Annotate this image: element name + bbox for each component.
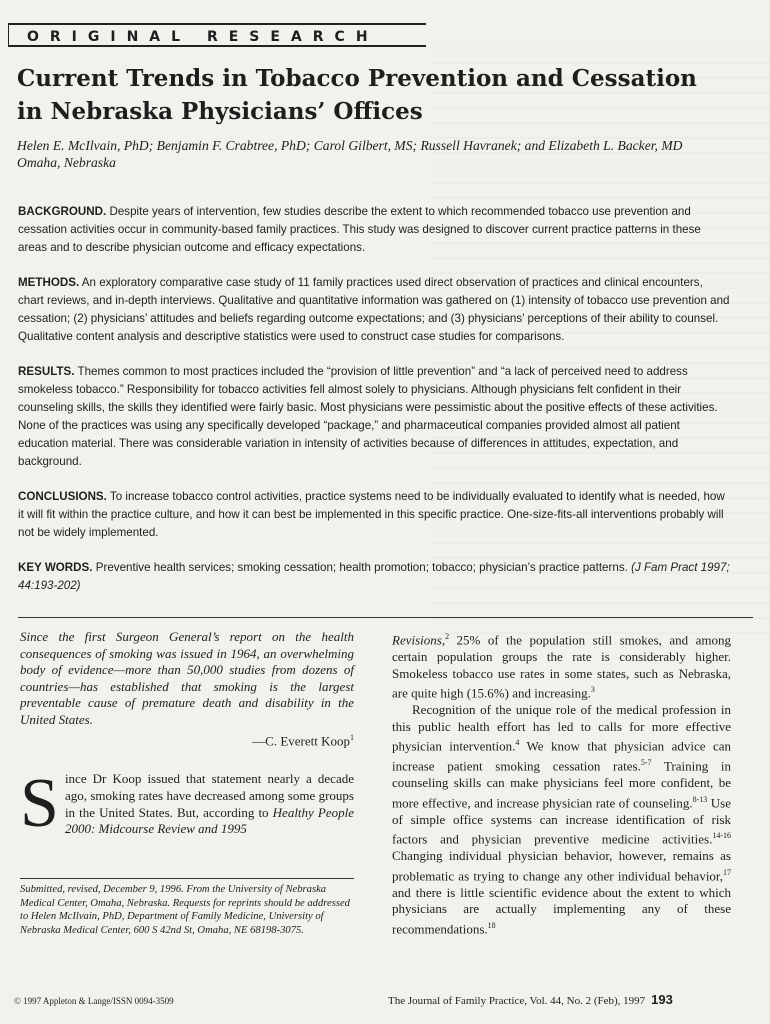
page-number: 193 <box>651 992 673 1007</box>
p2-ref6: 18 <box>487 920 496 930</box>
p2-e: Changing individual physician behavior, however, remains as problematic as trying to change any other individual behavior, <box>392 848 731 884</box>
right-paragraph-1 <box>392 629 731 702</box>
epigraph: Since the first Surgeon General’s report on the health consequences of smoking was issued in 1964, an overwhelming body of evidence—more than 50,000 studies from dozens of countries—has established that smoking is the largest preventable cause of premature death and disability in the United States. <box>20 629 354 727</box>
author-list: Helen E. McIlvain, PhD; Benjamin F. Crabtree, PhD; Carol Gilbert, MS; Russell Havranek; and Elizabeth L. Backer, MD <box>17 138 683 153</box>
conclusions-text: To increase tobacco control activities, practice systems need to be individually evaluated to identify what is needed, how it will fit within the practice culture, and how it can best be implemented in this specific practice. One-size-fits-all interventions probably will not be widely implemented. <box>18 490 725 539</box>
conclusions-label: CONCLUSIONS. <box>18 490 107 503</box>
p2-f: and there is little scientific evidence about the extent to which physicians are actually implementing any of these recommendations. <box>392 884 731 937</box>
p2-ref5: 17 <box>723 867 731 877</box>
p1-ref: 2 <box>445 632 450 641</box>
author-location: Omaha, Nebraska <box>17 155 116 170</box>
author-block <box>17 137 717 171</box>
keywords-label: KEY WORDS. <box>18 561 93 574</box>
p2-ref4: 14-16 <box>712 831 731 841</box>
abstract-keywords <box>18 559 730 595</box>
abstract-conclusions <box>18 488 730 542</box>
right-column <box>392 629 731 938</box>
background-label: BACKGROUND. <box>18 205 107 218</box>
citation: (J Fam Pract 1997; 44:193-202) <box>18 561 730 592</box>
intro-paragraph <box>20 765 354 843</box>
intro-text: ince Dr Koop issued that statement nearly a decade ago, smoking rates have decreased among some groups in the United States. But, according to <box>64 771 354 820</box>
p2-b: We know that physician advice can increase patient smoking cessation rates. <box>392 738 731 774</box>
results-text: Themes common to most practices included the “provision of little prevention” and “a lack of perceived need to address smokeless tobacco.” Responsibility for tobacco activities fell almost solely to physicians. Although physicians felt confident in their counseling skills, the skills they identified were fairly basic. Most physicians were pessimistic about the positive effects of these activities. None of the practices was using any specifically developed “package,” and pharmaceutical companies provided almost all patient education material. There was considerable variation in intensity of activities because of differences in attitudes, expectation, and background. <box>18 365 718 468</box>
keywords-text: Preventive health services; smoking cessation; health promotion; tobacco; physician’s practice patterns. <box>95 561 628 574</box>
left-column <box>20 629 354 843</box>
journal-citation: The Journal of Family Practice, Vol. 44, No. 2 (Feb), 1997 <box>388 995 646 1007</box>
background-text: Despite years of intervention, few studies describe the extent to which recommended tobacco use prevention and cessation activities occur in community-based family practices. This study was designed to discover current practice patterns in these areas and to describe physician outcome and efficacy expectations. <box>18 205 701 254</box>
p2-c: Training in counseling skills can make physicians feel more confident, be more effective, and increase physician rate of counseling. <box>392 758 732 810</box>
intro-italic: Healthy People 2000: Midcourse Review and 1995 <box>64 804 354 837</box>
copyright-footer: © 1997 Appleton & Lange/ISSN 0094-3509 <box>14 996 174 1006</box>
abstract-divider <box>18 617 753 618</box>
submission-note: Submitted, revised, December 9, 1996. From the University of Nebraska Medical Center, Omaha, Nebraska. Requests for reprints should be addressed to Helen McIlvain, PhD, Department of Family Medicine, University of Nebraska Medical Center, 600 S 42nd St, Omaha, NE 68198-3075. <box>20 878 354 937</box>
right-paragraph-2 <box>392 702 731 938</box>
abstract-background <box>18 203 730 257</box>
p2-ref3: 8-13 <box>692 794 708 804</box>
journal-footer <box>388 992 733 1007</box>
methods-text: An exploratory comparative case study of 11 family practices used direct observation of practices and clinical encounters, chart reviews, and in-depth interviews. Qualitative and quantitative information was gathered on (1) intensity of tobacco use prevention and cessation; (2) physicians’ attitudes and beliefs regarding outcome expectations; and (3) physicians’ perceptions of their ability to counsel. Qualitative content analysis and descriptive statistics were used to construct case studies for comparisons. <box>18 276 730 343</box>
article-title: Current Trends in Tobacco Prevention and Cessation in Nebraska Physicians’ Offices <box>17 65 697 125</box>
methods-label: METHODS. <box>18 276 80 289</box>
section-tag: ORIGINAL RESEARCH <box>8 23 426 47</box>
p1-text: 25% of the population still smokes, and among certain population groups the rate is considerably higher. Smokeless tobacco use rates in some states, such as Nebraska, are quite high (15.6%) and increasing. <box>392 632 731 701</box>
p2-a: Recognition of the unique role of the medical profession in this public health effort has led to calls for more effective physician intervention. <box>392 702 731 754</box>
attribution-ref: 1 <box>350 732 354 742</box>
p2-ref2: 5-7 <box>640 758 652 768</box>
p2-ref1: 4 <box>515 738 520 748</box>
drop-cap: S <box>20 765 59 843</box>
abstract <box>18 203 730 595</box>
epigraph-attribution <box>20 730 354 750</box>
abstract-results <box>18 363 730 471</box>
attribution-name: —C. Everett Koop <box>252 732 350 748</box>
p1-italic: Revisions, <box>392 632 446 648</box>
p2-d: Use of simple office systems can increase identification of risk factors and physician preventive medicine activities. <box>392 794 731 847</box>
p1-ref-end: 3 <box>590 685 595 695</box>
results-label: RESULTS. <box>18 365 75 378</box>
abstract-methods <box>18 274 730 346</box>
